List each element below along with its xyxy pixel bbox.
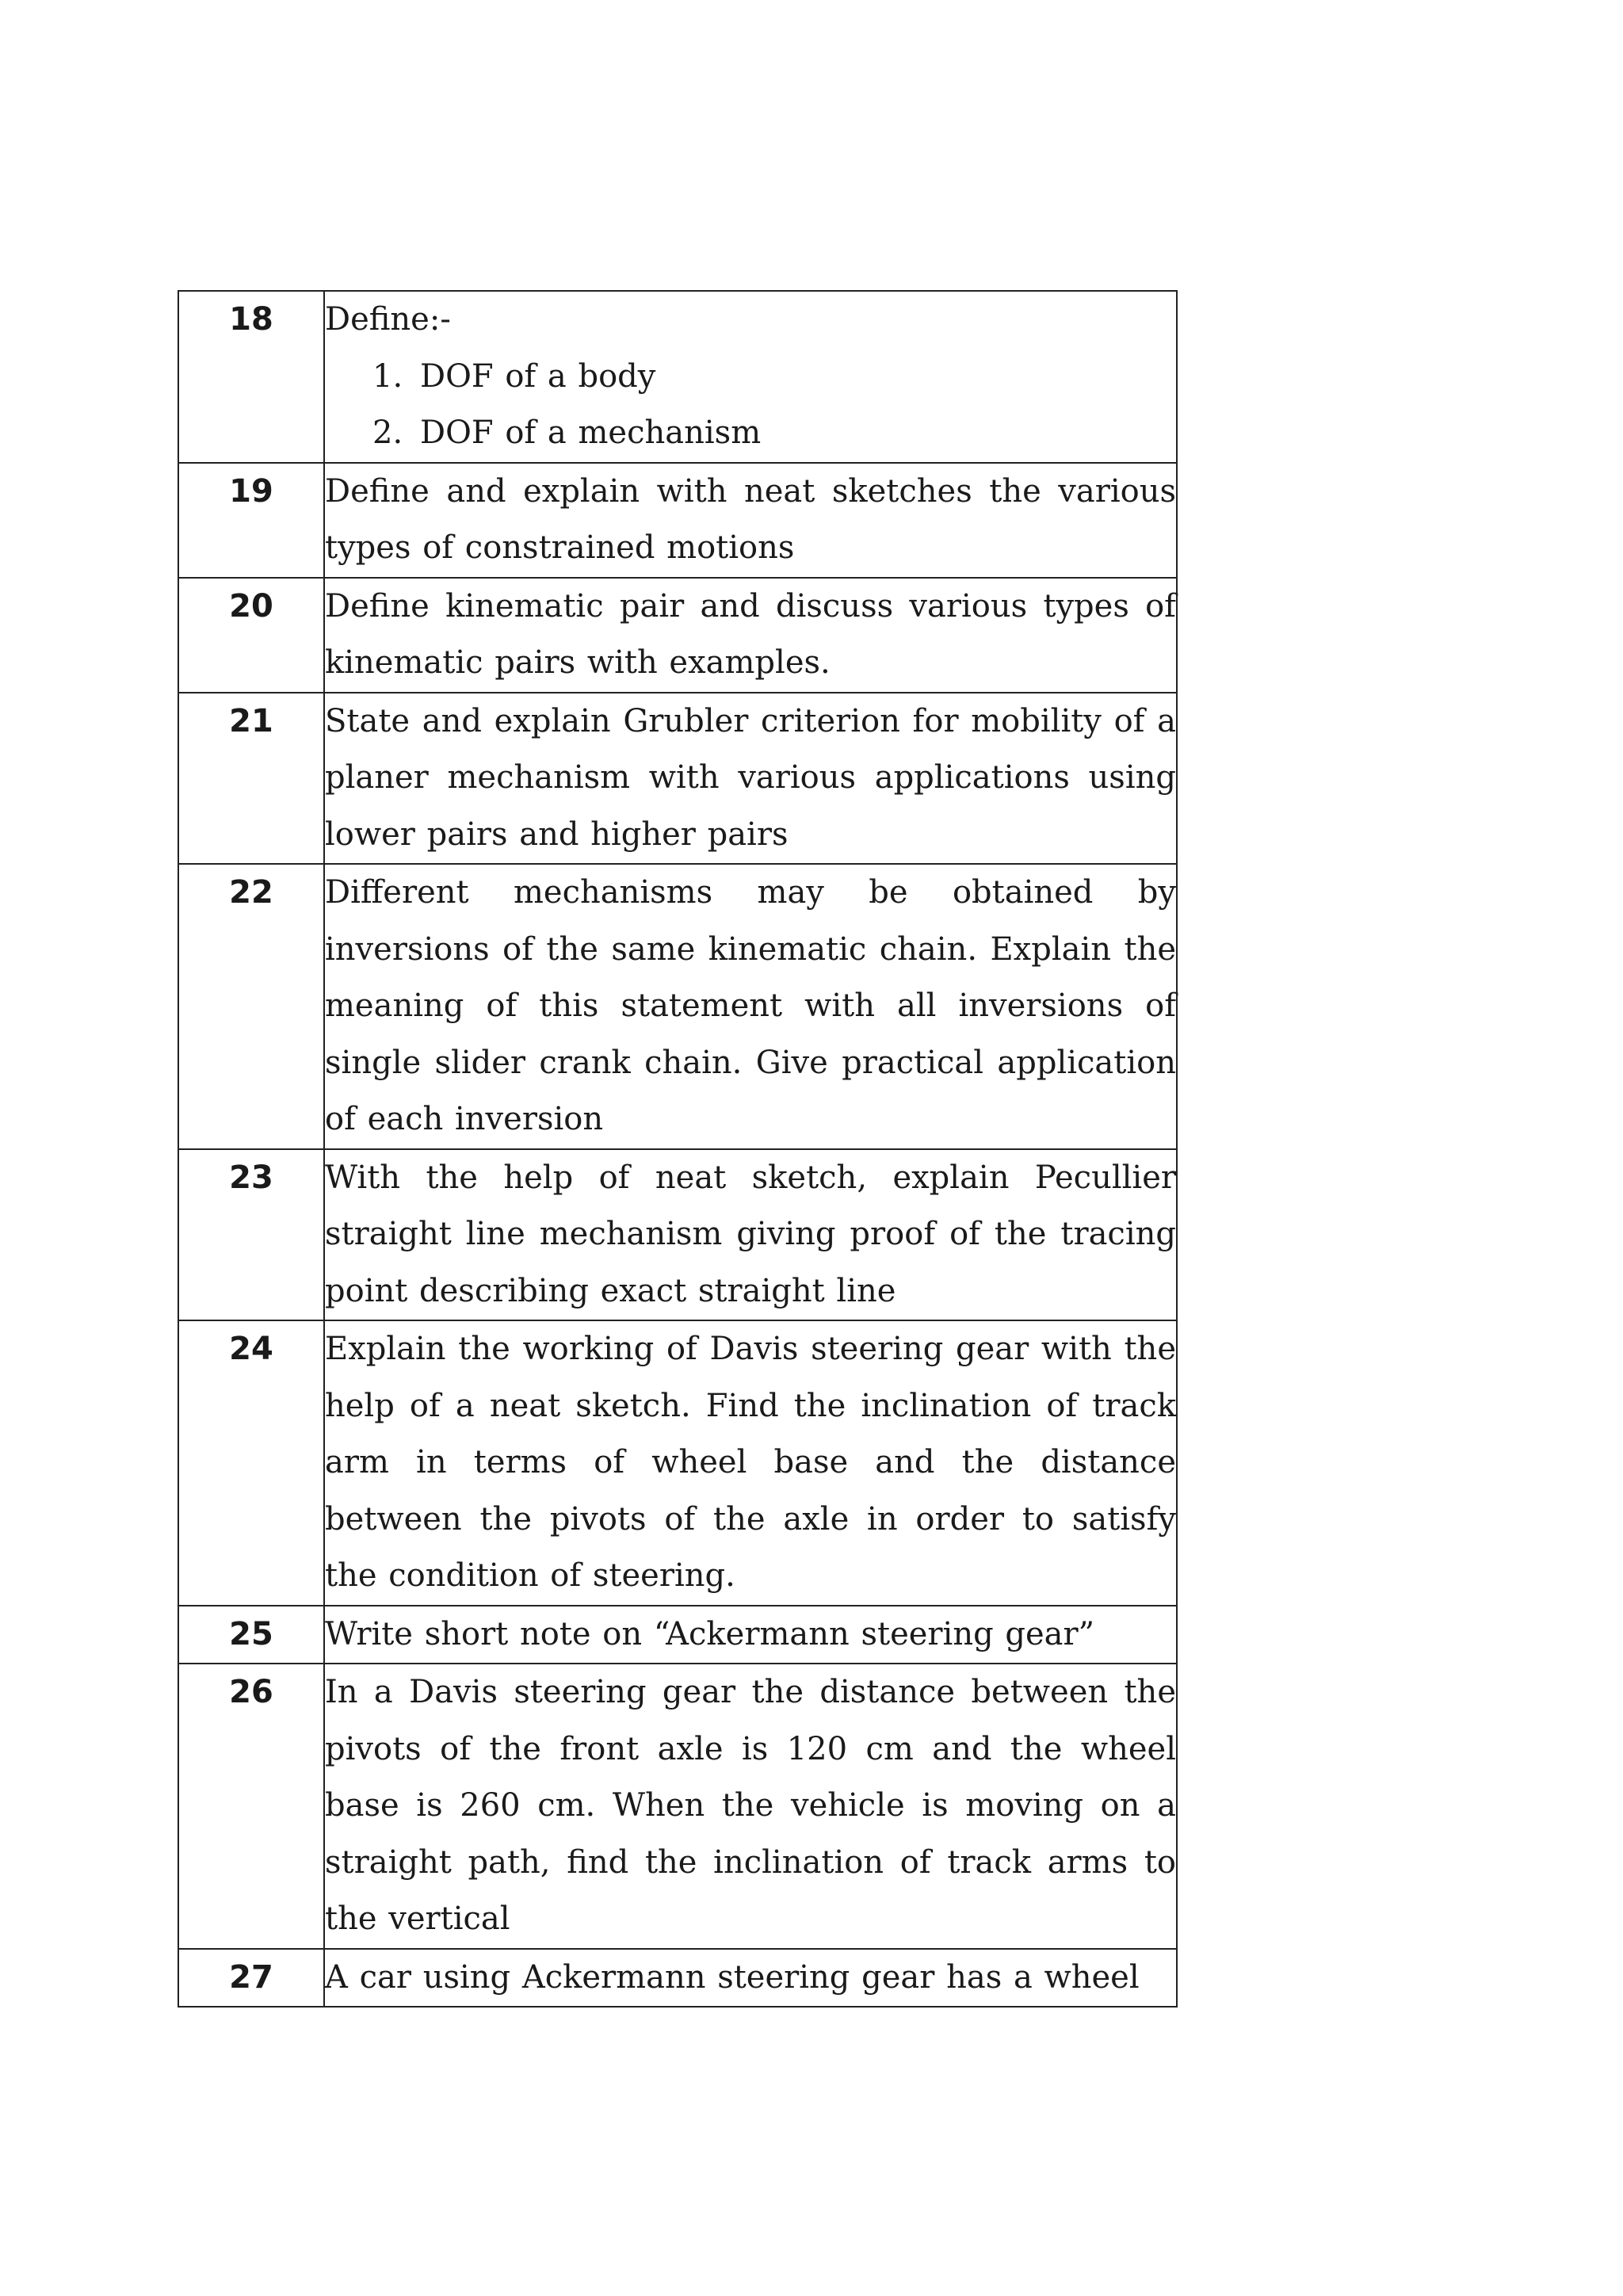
question-number: 19 [178, 463, 324, 578]
list-marker: 1. [372, 357, 403, 395]
question-row-20 [178, 578, 1177, 693]
question-number: 27 [178, 1949, 324, 2008]
list-marker: 2. [372, 415, 403, 451]
question-row-18 [178, 291, 1177, 463]
question-number: 22 [178, 864, 324, 1149]
question-number: 26 [178, 1664, 324, 1949]
question-text: State and explain Grubler criterion for mobility of a planer mechanism with various applications using lower pairs and higher pairs [324, 693, 1177, 865]
question-row-25 [178, 1606, 1177, 1664]
question-text: Explain the working of Davis steering gear with the help of a neat sketch. Find the inclination of track arm in terms of wheel base and the distance between the pivots of the axle in order to satisfy the condition of steering. [324, 1320, 1177, 1606]
question-row-19 [178, 463, 1177, 578]
list-item-text: DOF of a mechanism [420, 415, 762, 451]
question-row-21 [178, 693, 1177, 865]
question-number: 23 [178, 1149, 324, 1321]
questions-table [178, 290, 1178, 2008]
question-text-cell [324, 291, 1177, 463]
list-item-text: DOF of a body [420, 357, 656, 395]
question-text: With the help of neat sketch, explain Pecullier straight line mechanism giving proof of the tracing point describing exact straight line [324, 1149, 1177, 1321]
question-number: 18 [178, 291, 324, 463]
question-text: Define and explain with neat sketches the various types of constrained motions [324, 463, 1177, 578]
question-number: 24 [178, 1320, 324, 1606]
question-row-24 [178, 1320, 1177, 1606]
question-row-27 [178, 1949, 1177, 2008]
question-text: Define kinematic pair and discuss various types of kinematic pairs with examples. [324, 578, 1177, 693]
question-row-22 [178, 864, 1177, 1149]
question-row-26 [178, 1664, 1177, 1949]
list-item [372, 349, 1176, 406]
question-row-23 [178, 1149, 1177, 1321]
list-item [372, 405, 1176, 462]
question-number: 20 [178, 578, 324, 693]
question-text: Write short note on “Ackermann steering gear” [324, 1606, 1177, 1664]
question-text: Different mechanisms may be obtained by inversions of the same kinematic chain. Explain the meaning of this statement with all inversions of single slider crank chain. Give practical application of each inversion [324, 864, 1177, 1149]
question-text: Define:- [325, 301, 451, 338]
question-number: 21 [178, 693, 324, 865]
subitem-list [325, 349, 1176, 462]
question-text: A car using Ackermann steering gear has a wheel [324, 1949, 1177, 2008]
question-text: In a Davis steering gear the distance between the pivots of the front axle is 120 cm and the wheel base is 260 cm. When the vehicle is moving on a straight path, find the inclination of track arms to the vertical [324, 1664, 1177, 1949]
question-number: 25 [178, 1606, 324, 1664]
